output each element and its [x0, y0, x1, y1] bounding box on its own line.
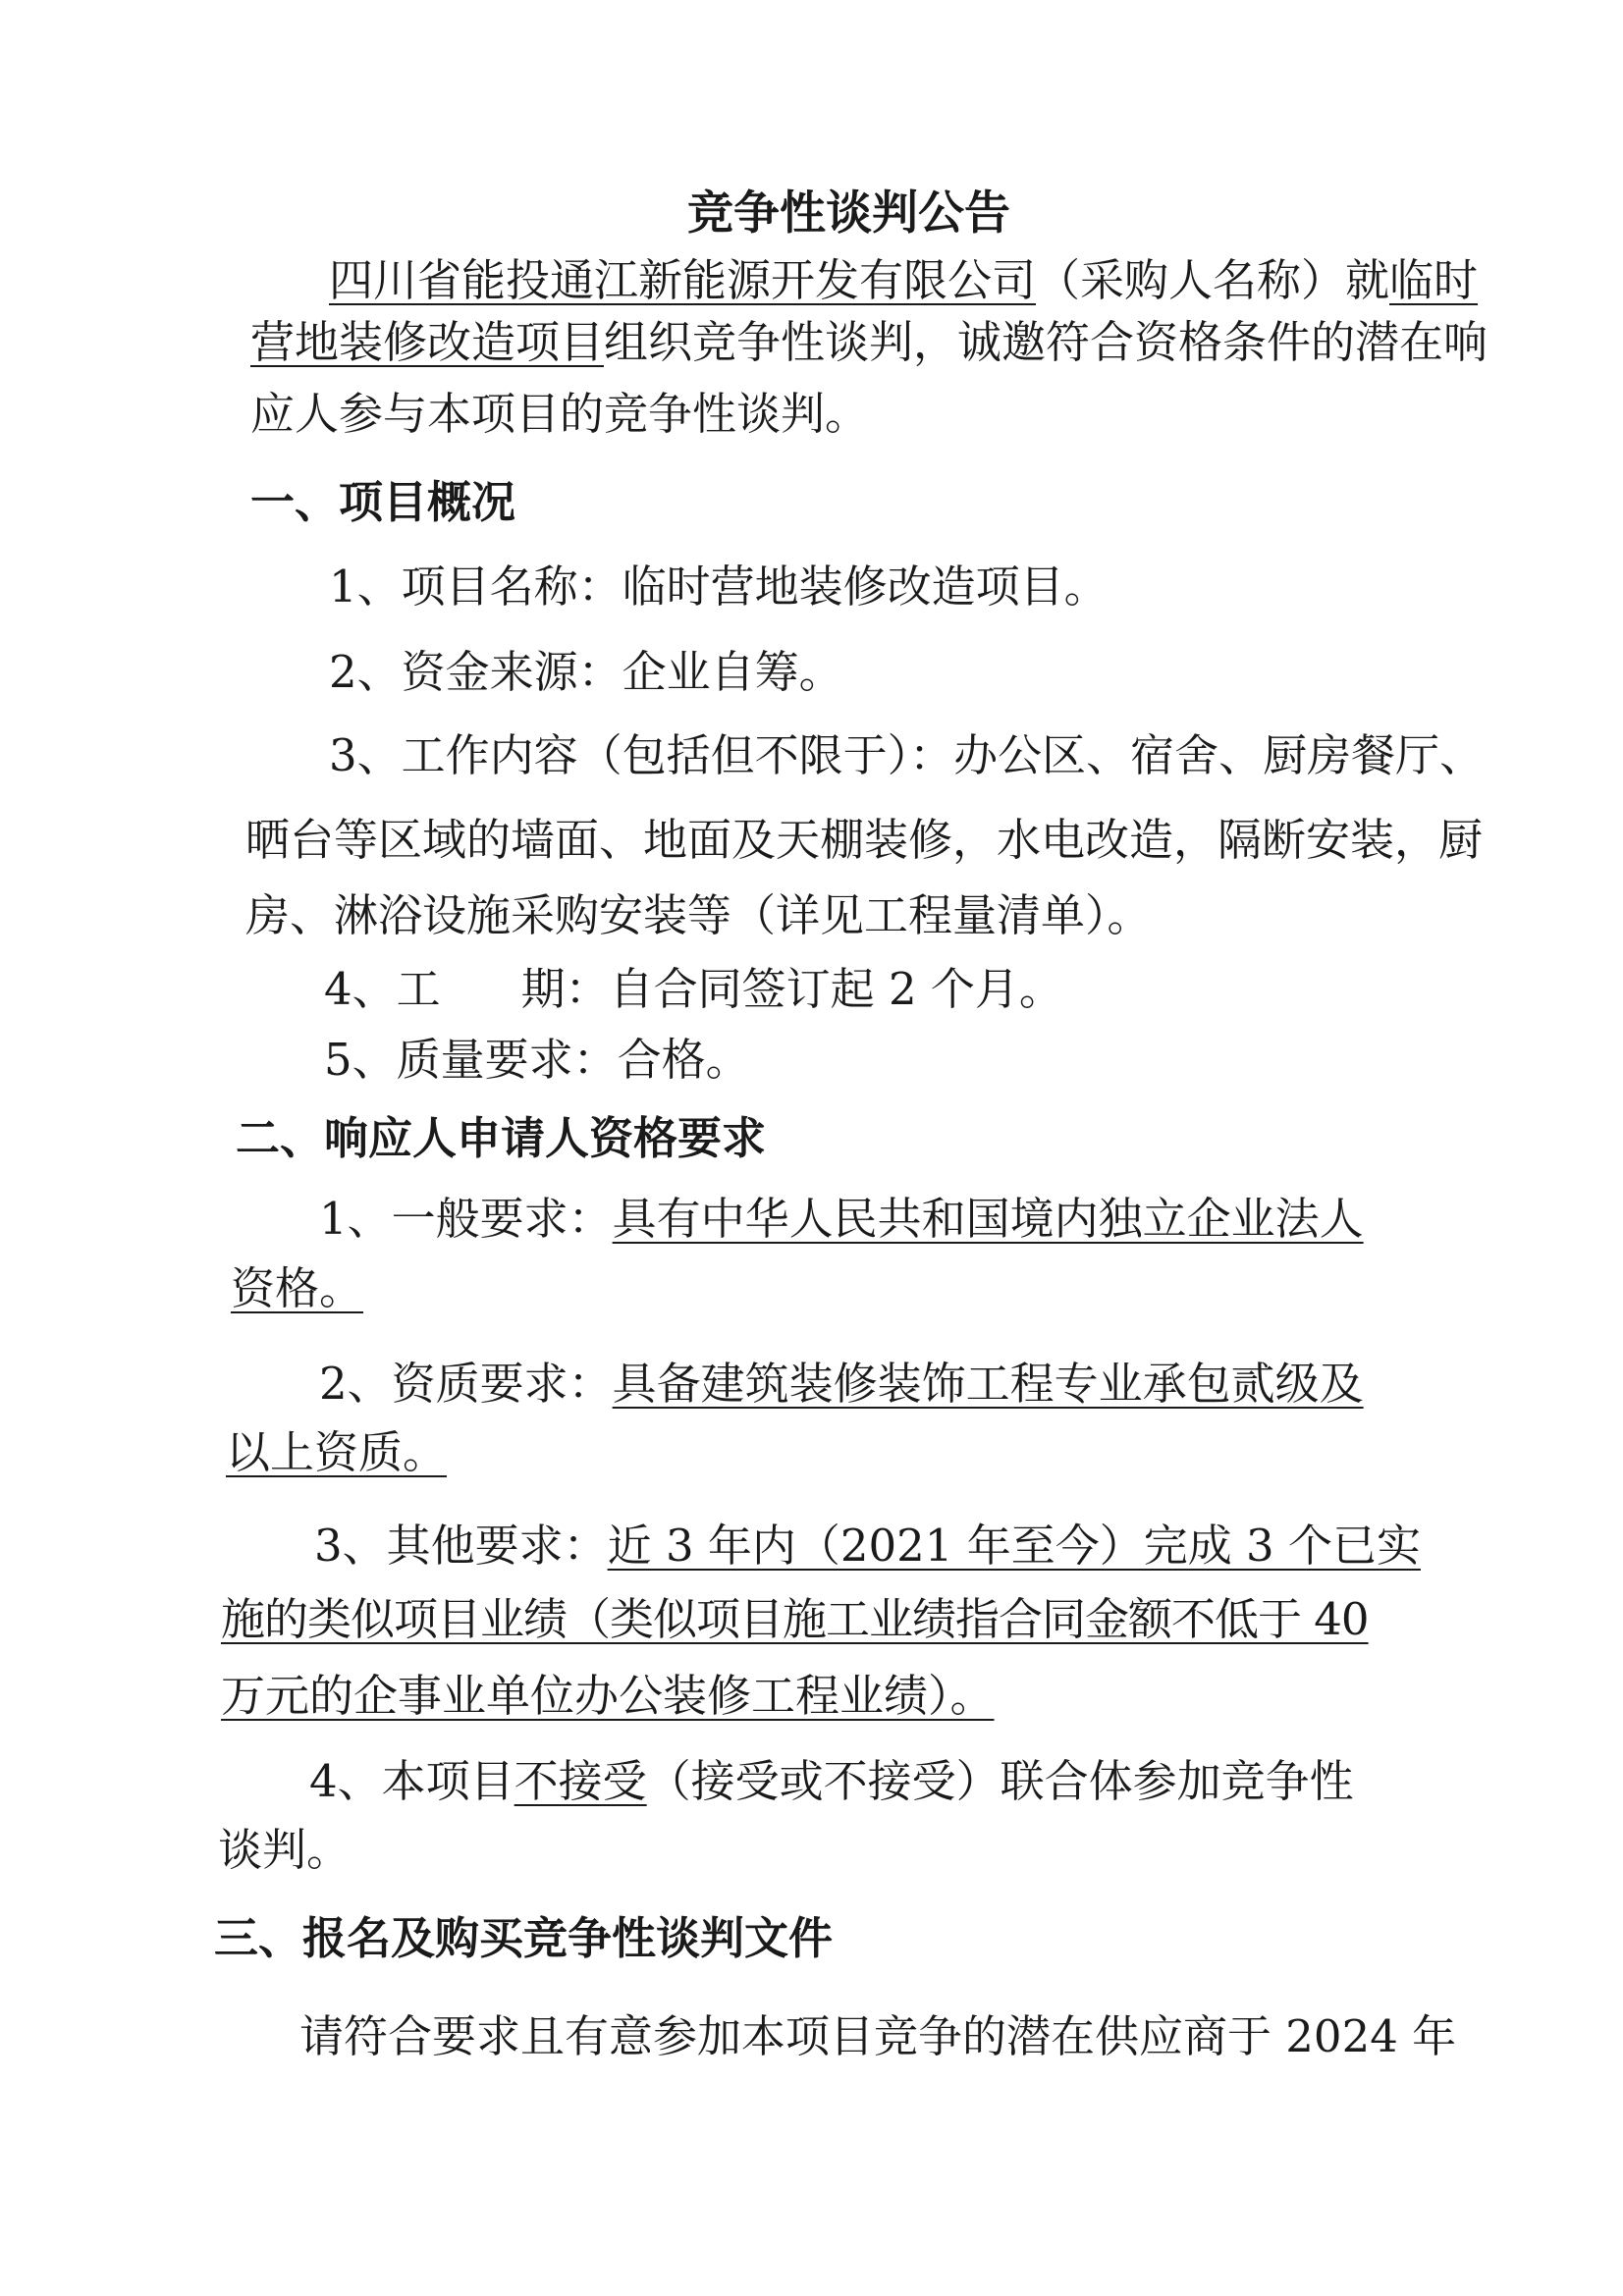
section1-item3-line2: 晒台等区域的墙面、地面及天棚装修，水电改造，隔断安装，厨 — [245, 814, 1484, 866]
item4-label-b: 期： — [520, 963, 610, 1015]
purchaser-note: （采购人名称）就 — [1036, 254, 1390, 306]
section2-req3-line1 — [314, 1517, 1421, 1575]
intro-tail-1: 组织竞争性谈判，诚邀符合资格条件的潜在响 — [604, 316, 1488, 368]
req4-c: （接受或不接受）联合体参加竞争性 — [646, 1755, 1354, 1807]
section1-heading: 一、项目概况 — [250, 476, 516, 528]
section3-heading: 三、报名及购买竞争性谈判文件 — [214, 1912, 834, 1964]
section3-paragraph: 请符合要求且有意参加本项目竞争的潜在供应商于 2024 年 — [299, 2010, 1457, 2062]
project-name-part1: 临时 — [1389, 254, 1479, 306]
item4-value: 自合同签订起 2 个月。 — [609, 963, 1063, 1015]
intro-line-2 — [250, 313, 1488, 372]
req4-a: 4、本项目 — [309, 1755, 514, 1807]
section2-req4-line1 — [309, 1752, 1354, 1811]
section1-item3-line3: 房、淋浴设施采购安装等（详见工程量清单）。 — [245, 889, 1152, 941]
section2-req4-line2: 谈判。 — [218, 1824, 352, 1876]
section1-item5: 5、质量要求：合格。 — [324, 1034, 750, 1086]
req3-text: 近 3 年内（2021 年至今）完成 3 个已实 — [607, 1520, 1421, 1572]
section2-req3-line2: 施的类似项目业绩（类似项目施工业绩指合同金额不低于 40 — [221, 1593, 1369, 1645]
section1-item3-line1: 3、工作内容（包括但不限于）：办公区、宿舍、厨房餐厅、 — [329, 729, 1485, 781]
section1-item1: 1、项目名称：临时营地装修改造项目。 — [329, 561, 1109, 613]
section2-req1-line2: 资格。 — [231, 1262, 364, 1314]
section2-req2-line2: 以上资质。 — [226, 1426, 448, 1478]
section1-item2: 2、资金来源：企业自筹。 — [329, 646, 843, 698]
section2-req3-line3: 万元的企事业单位办公装修工程业绩）。 — [221, 1670, 995, 1722]
req3-label: 3、其他要求： — [314, 1520, 608, 1572]
document-title: 竞争性谈判公告 — [687, 187, 1010, 240]
section2-req2-line1 — [319, 1355, 1364, 1414]
item4-label-a: 4、工 — [324, 963, 441, 1015]
section1-item4 — [324, 960, 1063, 1019]
intro-line-1 — [329, 251, 1478, 310]
req2-label: 2、资质要求： — [319, 1358, 613, 1410]
req1-text: 具有中华人民共和国境内独立企业法人 — [612, 1193, 1364, 1245]
req2-text: 具备建筑装修装饰工程专业承包贰级及 — [612, 1358, 1364, 1410]
project-name-part2: 营地装修改造项目 — [250, 316, 605, 368]
req4-b: 不接受 — [514, 1755, 647, 1807]
intro-line-3: 应人参与本项目的竞争性谈判。 — [250, 388, 870, 440]
req1-label: 1、一般要求： — [319, 1193, 613, 1245]
section2-req1-line1 — [319, 1190, 1364, 1249]
section2-heading: 二、响应人申请人资格要求 — [236, 1112, 767, 1164]
purchaser-name: 四川省能投通江新能源开发有限公司 — [329, 254, 1037, 306]
